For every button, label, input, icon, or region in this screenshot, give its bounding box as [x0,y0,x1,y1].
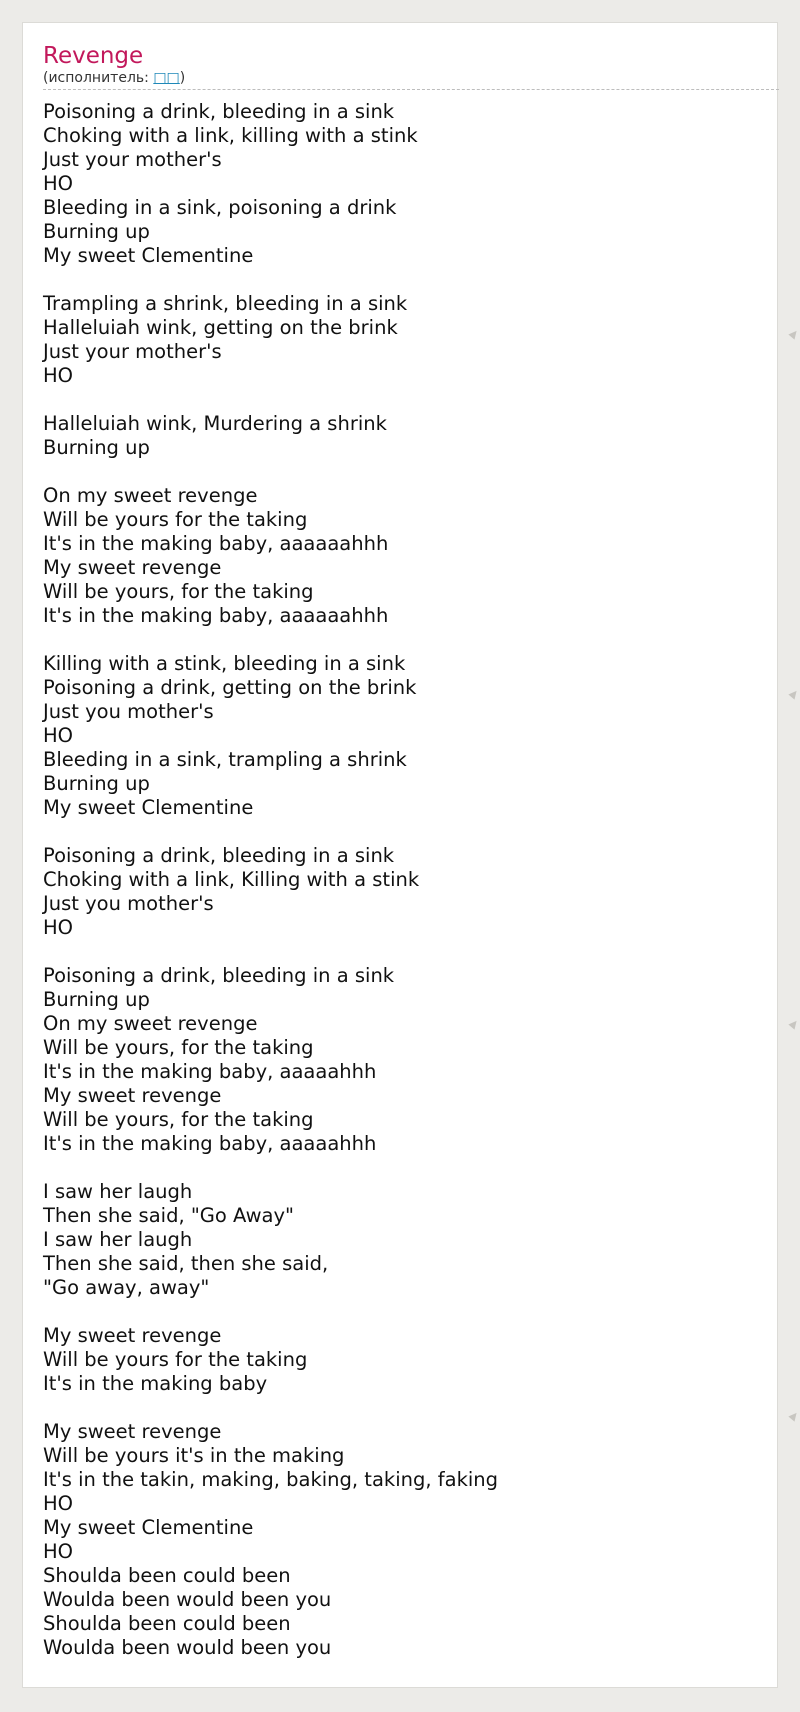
stanza-break [43,820,763,844]
lyric-line: "Go away, away" [43,1276,210,1299]
lyric-line: Just your mother's [43,340,222,363]
lyric-line: My sweet Clementine [43,796,254,819]
lyric-line: Burning up [43,988,150,1011]
lyric-line: HO [43,916,74,939]
lyric-line: Woulda been would been you [43,1636,332,1659]
lyric-line: It's in the takin, making, baking, taking, faking [43,1468,499,1491]
stanza-break [43,1156,763,1180]
lyric-line: Poisoning a drink, bleeding in a sink [43,844,395,867]
lyric-line: Then she said, "Go Away" [43,1204,295,1227]
page-curl-mark [788,328,799,339]
artist-suffix: ) [179,70,186,86]
lyric-line: Trampling a shrink, bleeding in a sink [43,292,408,315]
lyric-line: Will be yours, for the taking [43,580,314,603]
lyric-line: My sweet revenge [43,556,222,579]
song-title: Revenge [43,43,144,69]
lyric-line: Woulda been would been you [43,1588,332,1611]
lyric-line: My sweet Clementine [43,244,254,267]
lyric-line: Will be yours, for the taking [43,1108,314,1131]
lyric-line: I saw her laugh [43,1228,193,1251]
lyric-line: Will be yours for the taking [43,1348,308,1371]
lyric-line: It's in the making baby, aaaaahhh [43,1132,377,1155]
lyric-line: Just you mother's [43,700,214,723]
stanza-break [43,1300,763,1324]
lyrics-card [22,22,778,1688]
lyric-line: Halleluiah wink, getting on the brink [43,316,398,339]
lyric-line: Bleeding in a sink, trampling a shrink [43,748,407,771]
lyric-line: Bleeding in a sink, poisoning a drink [43,196,397,219]
lyric-line: HO [43,364,74,387]
page-curl-mark [788,688,799,699]
lyric-line: On my sweet revenge [43,1012,258,1035]
stanza-break [43,460,763,484]
lyric-line: Poisoning a drink, bleeding in a sink [43,100,395,123]
page-curl-mark [788,1018,799,1029]
lyric-line: Choking with a link, Killing with a stink [43,868,420,891]
lyric-line: On my sweet revenge [43,484,258,507]
lyric-line: Halleluiah wink, Murdering a shrink [43,412,387,435]
stanza-break [43,1396,763,1420]
lyric-line: My sweet revenge [43,1324,222,1347]
lyric-line: HO [43,1540,74,1563]
lyric-line: My sweet revenge [43,1420,222,1443]
page-curl-mark [788,1410,799,1421]
lyric-line: My sweet Clementine [43,1516,254,1539]
lyric-line: It's in the making baby, aaaaahhh [43,1060,377,1083]
lyric-line: Will be yours for the taking [43,508,308,531]
lyric-line: I saw her laugh [43,1180,193,1203]
artist-line [43,69,779,87]
lyric-line: Burning up [43,772,150,795]
lyric-line: HO [43,1492,74,1515]
lyric-line: Then she said, then she said, [43,1252,329,1275]
lyric-line: HO [43,172,74,195]
lyric-line: HO [43,724,74,747]
stanza-break [43,628,763,652]
lyric-line: Shoulda been could been [43,1564,291,1587]
lyric-line: Burning up [43,436,150,459]
lyrics-body [43,100,763,1660]
lyric-line: It's in the making baby, aaaaaahhh [43,532,389,555]
stanza-break [43,388,763,412]
lyric-line: Choking with a link, killing with a stink [43,124,418,147]
lyric-line: Will be yours, for the taking [43,1036,314,1059]
lyric-line: It's in the making baby, aaaaaahhh [43,604,389,627]
lyric-line: Will be yours it's in the making [43,1444,345,1467]
song-header [43,41,779,87]
lyric-line: Killing with a stink, bleeding in a sink [43,652,406,675]
artist-link[interactable]: □□ [153,70,180,86]
stanza-break [43,268,763,292]
lyric-line: Just you mother's [43,892,214,915]
stanza-break [43,940,763,964]
header-divider [43,89,779,90]
lyric-line: Poisoning a drink, getting on the brink [43,676,417,699]
lyric-line: My sweet revenge [43,1084,222,1107]
lyric-line: Burning up [43,220,150,243]
lyric-line: Shoulda been could been [43,1612,291,1635]
lyric-line: It's in the making baby [43,1372,268,1395]
artist-prefix: (исполнитель: [43,70,154,86]
lyric-line: Just your mother's [43,148,222,171]
lyric-line: Poisoning a drink, bleeding in a sink [43,964,395,987]
